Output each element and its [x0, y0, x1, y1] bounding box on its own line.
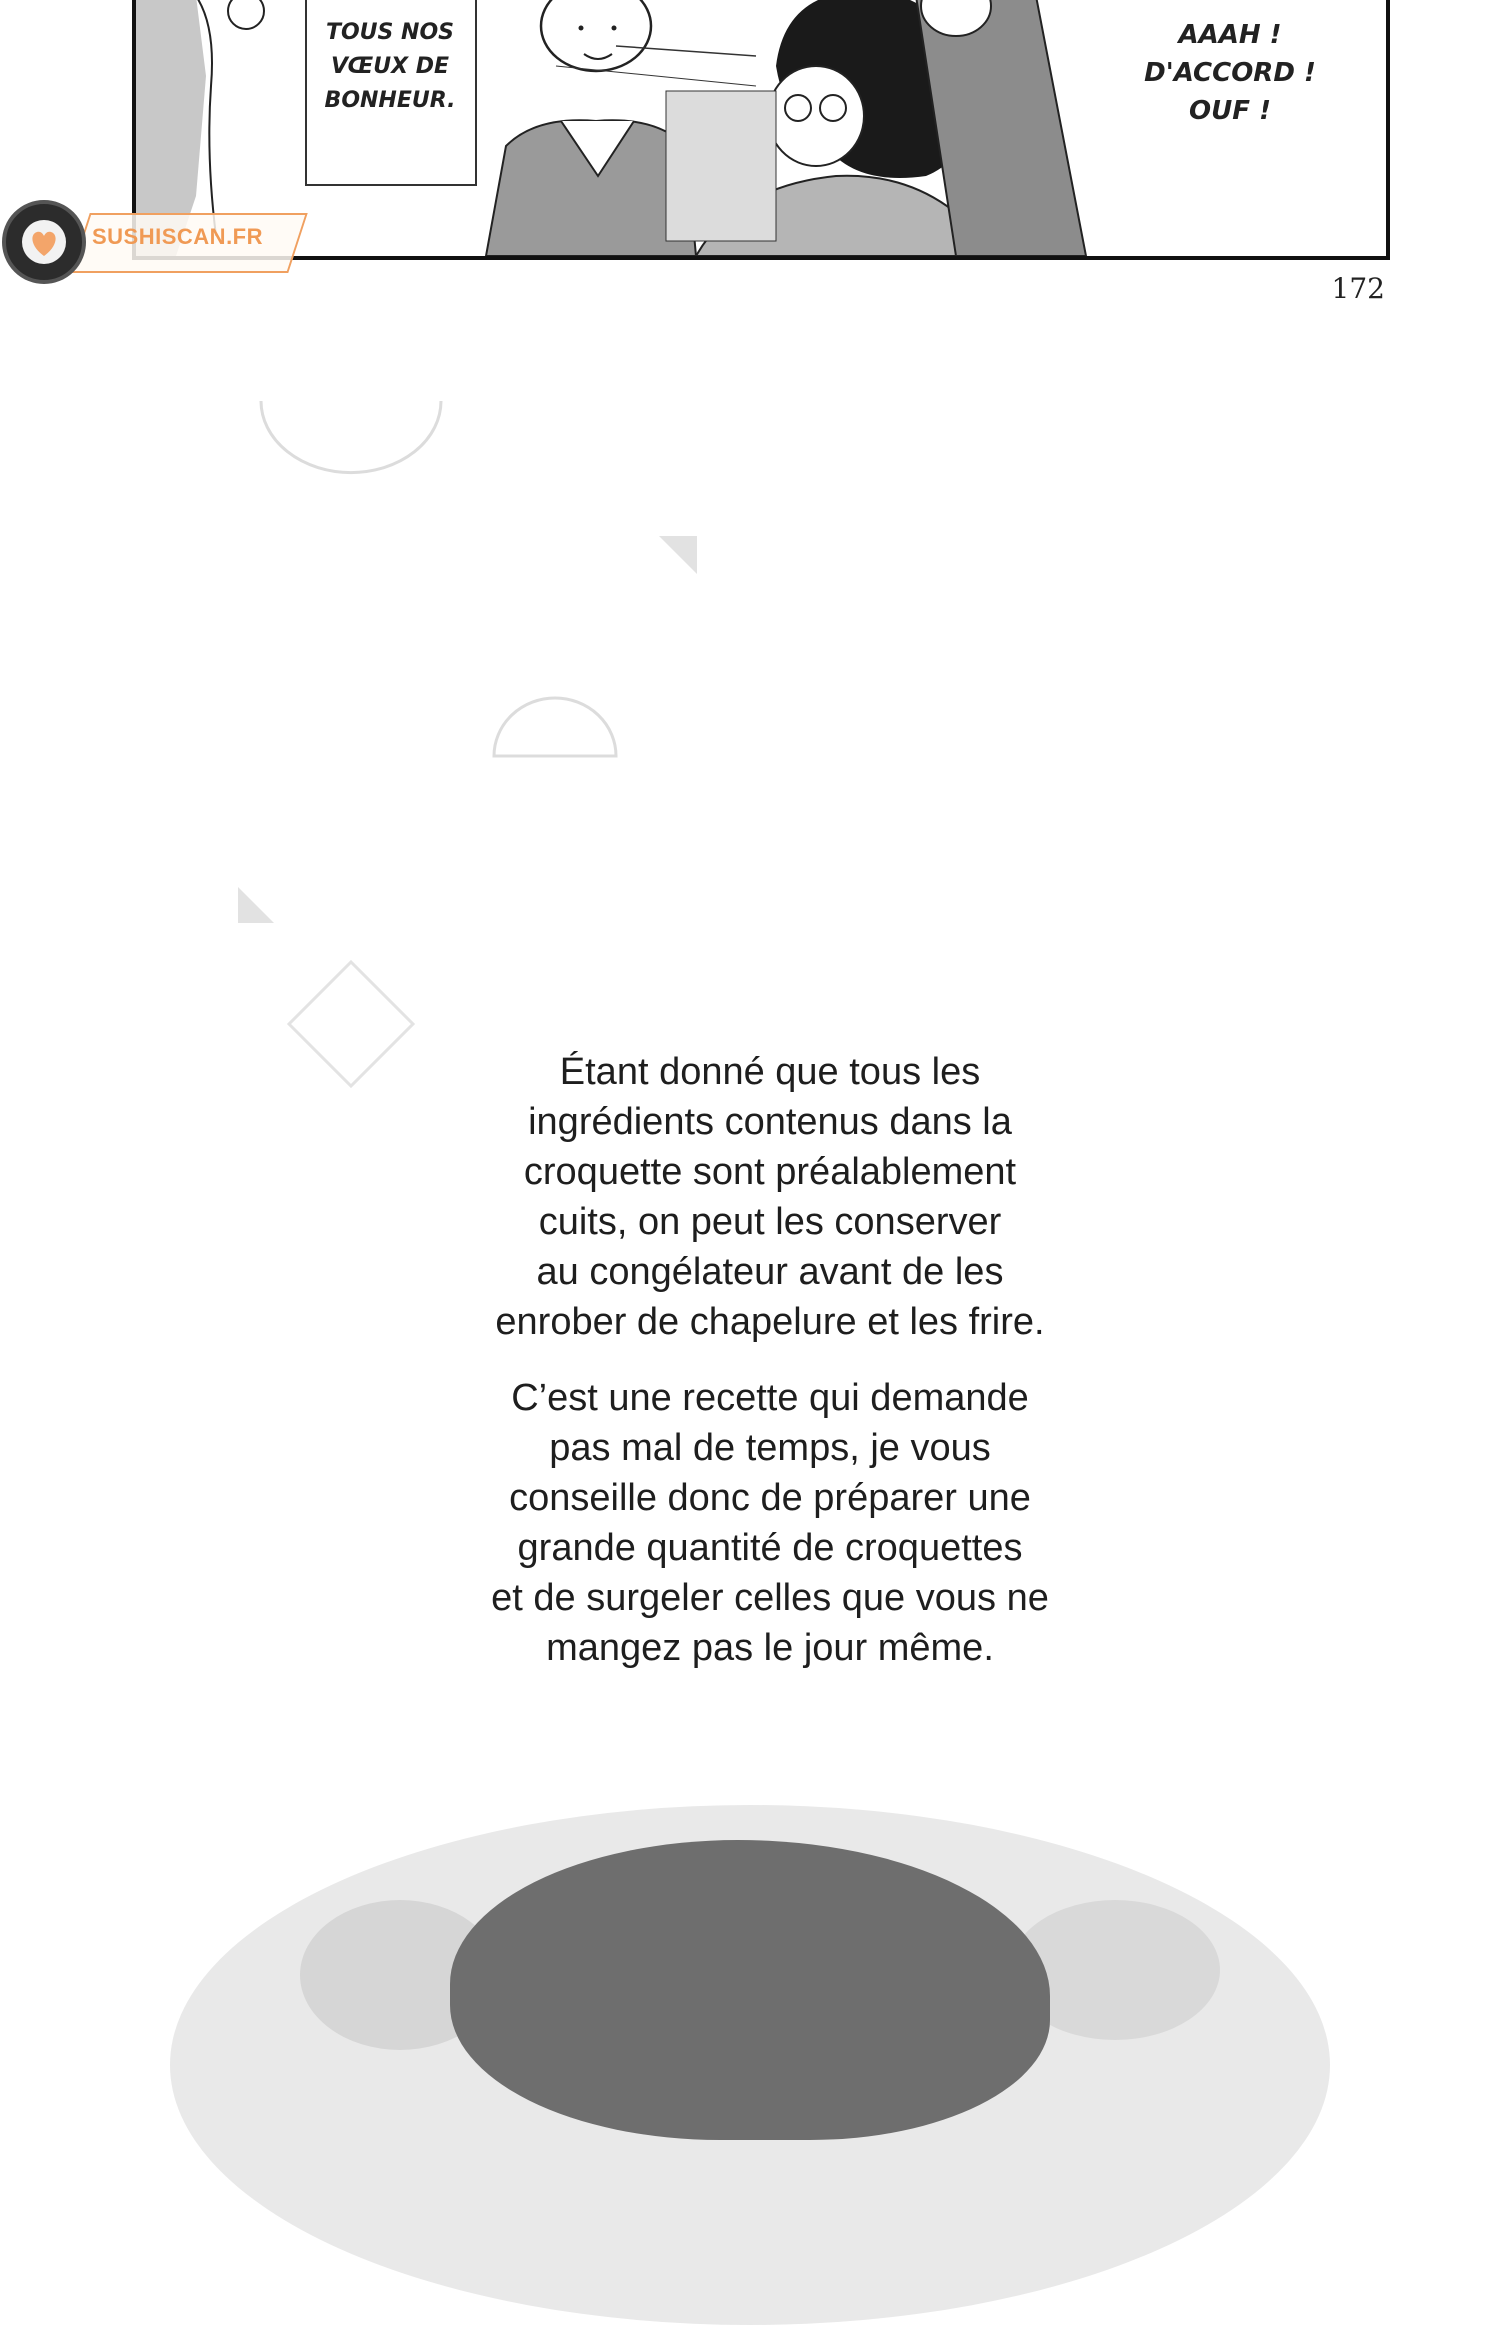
diamond-decoration: [285, 958, 417, 1090]
small-triangle-decoration: [236, 885, 281, 930]
arc-decoration: [255, 395, 455, 475]
semicircle-decoration: [490, 690, 620, 760]
page-number: 172: [1331, 272, 1385, 305]
watermark-text: SUSHISCAN.FR: [92, 224, 264, 249]
paragraph-1: Étant donné que tous les ingrédients contenus dans la croquette sont préalablement cuits, on peut les conserver au congélateur avant de les enrober de chapelure et les frire.: [495, 1051, 1045, 1343]
triangle-decoration: [655, 532, 700, 577]
caption-text: TOUS NOS VŒUX DE BONHEUR.: [324, 20, 456, 113]
speech-bubble-text: AAAH ! D'ACCORD ! OUF !: [1144, 20, 1316, 126]
watermark-badge: [2, 200, 86, 284]
heart-icon: [22, 220, 66, 264]
paragraph-2: C’est une recette qui demande pas mal de temps, je vous conseille donc de préparer une grande quantité de croquettes et de surgeler celles que vous ne mangez pas le jour même.: [491, 1377, 1049, 1669]
